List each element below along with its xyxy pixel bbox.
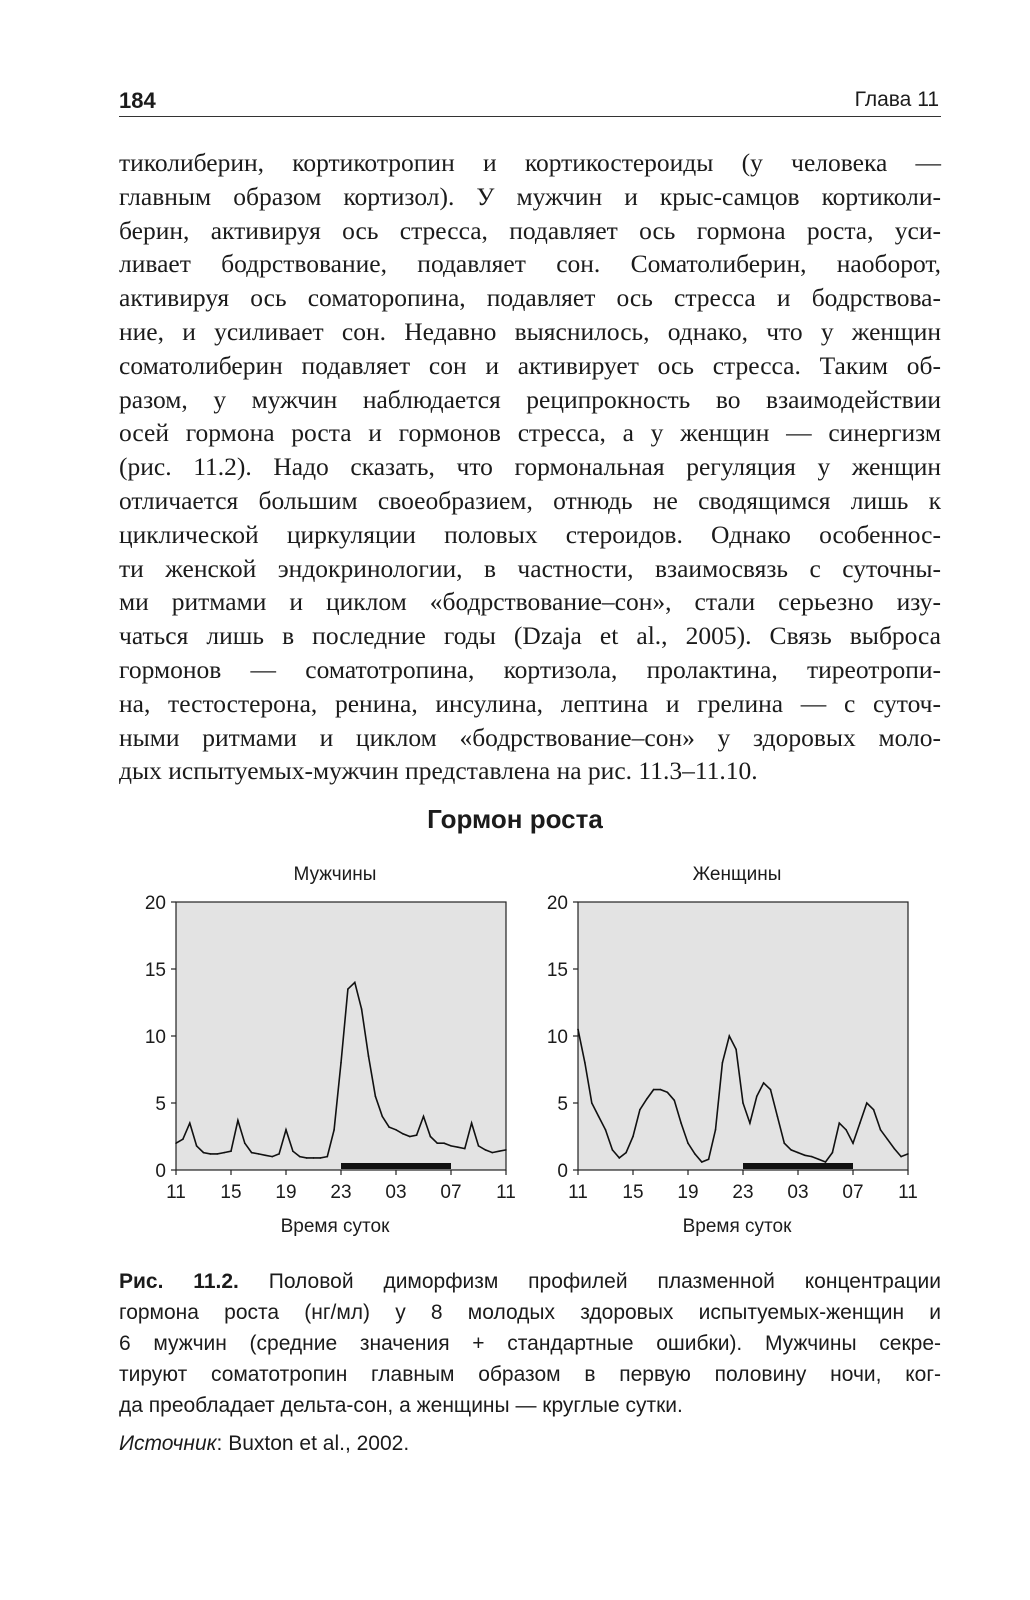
data-point bbox=[347, 988, 349, 990]
x-tick-label: 03 bbox=[385, 1182, 407, 1203]
data-point bbox=[375, 1096, 377, 1098]
body-line: ными ритмами и циклом «бодрствование–сон» у здоровых моло- bbox=[119, 722, 941, 752]
data-point bbox=[646, 1098, 648, 1100]
data-point bbox=[859, 1122, 861, 1124]
figure-title: Гормон роста bbox=[427, 804, 603, 834]
caption-text: Половой диморфизм профилей плазменной концентрации bbox=[268, 1270, 941, 1293]
data-point bbox=[333, 1129, 335, 1131]
data-point bbox=[278, 1153, 280, 1155]
body-line: дых испытуемых-мужчин представлена на рис. 11.3–11.10. bbox=[119, 756, 758, 786]
figure-number: Рис. 11.2. bbox=[119, 1270, 239, 1293]
data-point bbox=[667, 1091, 669, 1093]
y-tick-label: 20 bbox=[144, 893, 166, 914]
data-point bbox=[818, 1158, 820, 1160]
data-point bbox=[907, 1153, 909, 1155]
data-point bbox=[756, 1096, 758, 1098]
data-point bbox=[299, 1156, 301, 1158]
x-tick-label: 03 bbox=[787, 1182, 809, 1203]
body-line: осей гормона роста и гормонов стресса, а у женщин — синергизм bbox=[119, 418, 941, 448]
data-point bbox=[680, 1122, 682, 1124]
data-point bbox=[584, 1062, 586, 1064]
data-point bbox=[402, 1133, 404, 1135]
source-label: Источник bbox=[119, 1432, 217, 1455]
source-text: : Buxton et al., 2002. bbox=[216, 1432, 410, 1455]
data-point bbox=[464, 1148, 466, 1150]
body-line: циклической циркуляции половых стероидов. Однако особеннос- bbox=[119, 519, 941, 549]
x-tick-label: 11 bbox=[166, 1182, 186, 1203]
data-point bbox=[598, 1116, 600, 1118]
data-point bbox=[694, 1153, 696, 1155]
data-point bbox=[900, 1156, 902, 1158]
data-point bbox=[230, 1150, 232, 1152]
data-point bbox=[354, 982, 356, 984]
running-header bbox=[119, 88, 941, 117]
caption-line: гормона роста (нг/мл) у 8 молодых здоровых испытуемых-женщин и bbox=[119, 1301, 941, 1324]
data-point bbox=[388, 1126, 390, 1128]
data-point bbox=[203, 1152, 205, 1154]
body-line: тиколиберин, кортикотропин и кортикостероиды (у человека — bbox=[119, 148, 941, 177]
panel-title: Мужчины bbox=[293, 864, 377, 885]
data-point bbox=[326, 1156, 328, 1158]
data-point bbox=[618, 1157, 620, 1159]
body-line: активируя ось соматоропина, подавляет ось стресса и бодрствова- bbox=[119, 283, 941, 313]
data-point bbox=[485, 1149, 487, 1151]
data-point bbox=[825, 1161, 827, 1163]
data-point bbox=[790, 1149, 792, 1151]
data-point bbox=[457, 1146, 459, 1148]
data-point bbox=[777, 1116, 779, 1118]
sleep-bar bbox=[341, 1163, 451, 1169]
data-point bbox=[660, 1089, 662, 1091]
y-tick-label: 5 bbox=[557, 1094, 568, 1115]
data-point bbox=[887, 1138, 889, 1140]
data-point bbox=[687, 1142, 689, 1144]
data-point bbox=[577, 1029, 579, 1031]
data-point bbox=[797, 1152, 799, 1154]
data-point bbox=[471, 1122, 473, 1124]
x-tick-label: 11 bbox=[496, 1182, 516, 1203]
data-point bbox=[196, 1145, 198, 1147]
data-point bbox=[423, 1116, 425, 1118]
data-point bbox=[491, 1152, 493, 1154]
data-point bbox=[175, 1142, 177, 1144]
data-point bbox=[368, 1055, 370, 1057]
y-tick-label: 10 bbox=[546, 1027, 568, 1048]
data-point bbox=[866, 1102, 868, 1104]
data-point bbox=[265, 1154, 267, 1156]
body-line: соматолиберин подавляет сон и активирует ось стресса. Таким об- bbox=[119, 350, 941, 380]
data-point bbox=[436, 1142, 438, 1144]
body-paragraph bbox=[119, 146, 941, 788]
data-point bbox=[880, 1129, 882, 1131]
data-point bbox=[306, 1157, 308, 1159]
y-tick-label: 5 bbox=[155, 1094, 166, 1115]
x-tick-label: 23 bbox=[330, 1182, 352, 1203]
data-point bbox=[189, 1122, 191, 1124]
body-line: отличается большим своеобразием, отнюдь не сводящимся лишь к bbox=[119, 485, 941, 515]
caption-line: тируют соматотропин главным образом в первую половину ночи, ког- bbox=[119, 1363, 941, 1386]
plot-area bbox=[578, 902, 908, 1170]
data-point bbox=[237, 1120, 239, 1122]
data-point bbox=[223, 1152, 225, 1154]
panel-title: Женщины bbox=[692, 864, 782, 885]
plot-area bbox=[176, 902, 506, 1170]
body-line: ние, и усиливает сон. Недавно выяснилось, однако, что у женщин bbox=[119, 316, 941, 346]
body-line: на, тестостерона, ренина, инсулина, лептина и грелина — с суточ- bbox=[119, 688, 941, 718]
data-point bbox=[873, 1109, 875, 1111]
data-point bbox=[381, 1116, 383, 1118]
data-point bbox=[639, 1109, 641, 1111]
x-tick-label: 19 bbox=[275, 1182, 297, 1203]
data-point bbox=[701, 1161, 703, 1163]
data-point bbox=[770, 1089, 772, 1091]
data-point bbox=[893, 1148, 895, 1150]
y-tick-label: 20 bbox=[546, 893, 568, 914]
y-tick-label: 10 bbox=[144, 1027, 166, 1048]
body-line: главным образом кортизол). У мужчин и крыс-самцов кортиколи- bbox=[119, 181, 941, 211]
data-point bbox=[340, 1062, 342, 1064]
data-point bbox=[605, 1129, 607, 1131]
data-point bbox=[216, 1153, 218, 1155]
growth-hormone-figure bbox=[0, 850, 1030, 1250]
figure-source bbox=[119, 1432, 409, 1456]
data-point bbox=[783, 1142, 785, 1144]
data-point bbox=[182, 1138, 184, 1140]
caption-line bbox=[119, 1266, 941, 1297]
body-line: берин, активируя ось стресса, подавляет ось гормона роста, уси- bbox=[119, 215, 941, 245]
x-axis-label: Время суток bbox=[280, 1216, 390, 1237]
data-point bbox=[395, 1129, 397, 1131]
data-point bbox=[258, 1153, 260, 1155]
data-point bbox=[845, 1129, 847, 1131]
page-number: 184 bbox=[119, 88, 156, 113]
data-point bbox=[271, 1156, 273, 1158]
data-point bbox=[832, 1152, 834, 1154]
data-point bbox=[361, 1008, 363, 1010]
data-point bbox=[728, 1035, 730, 1037]
caption-line: 6 мужчин (средние значения + стандартные ошибки). Мужчины секре- bbox=[119, 1332, 941, 1355]
data-point bbox=[450, 1145, 452, 1147]
data-point bbox=[625, 1152, 627, 1154]
x-tick-label: 07 bbox=[440, 1182, 462, 1203]
chapter-label: Глава 11 bbox=[854, 88, 939, 111]
data-point bbox=[653, 1089, 655, 1091]
data-point bbox=[498, 1150, 500, 1152]
figure-caption bbox=[119, 1266, 941, 1421]
body-line: ми ритмами и циклом «бодрствование–сон», стали серьезно изу- bbox=[119, 587, 941, 617]
x-tick-label: 15 bbox=[622, 1182, 644, 1203]
data-point bbox=[430, 1136, 432, 1138]
data-point bbox=[838, 1122, 840, 1124]
data-point bbox=[708, 1158, 710, 1160]
data-point bbox=[612, 1149, 614, 1151]
x-tick-label: 15 bbox=[220, 1182, 242, 1203]
data-point bbox=[292, 1150, 294, 1152]
y-tick-label: 15 bbox=[144, 960, 166, 981]
x-tick-label: 11 bbox=[568, 1182, 588, 1203]
data-point bbox=[715, 1129, 717, 1131]
body-line: ливает бодрствование, подавляет сон. Соматолиберин, наоборот, bbox=[119, 249, 941, 279]
data-point bbox=[763, 1082, 765, 1084]
x-tick-label: 07 bbox=[842, 1182, 864, 1203]
data-point bbox=[244, 1142, 246, 1144]
data-point bbox=[210, 1153, 212, 1155]
data-point bbox=[505, 1149, 507, 1151]
chart-panel bbox=[547, 864, 918, 1237]
data-point bbox=[852, 1142, 854, 1144]
sleep-bar bbox=[743, 1163, 853, 1169]
data-point bbox=[313, 1157, 315, 1159]
data-point bbox=[320, 1157, 322, 1159]
data-point bbox=[478, 1145, 480, 1147]
data-point bbox=[591, 1102, 593, 1104]
data-point bbox=[409, 1136, 411, 1138]
data-point bbox=[742, 1102, 744, 1104]
data-point bbox=[443, 1142, 445, 1144]
data-point bbox=[251, 1152, 253, 1154]
x-axis-label: Время суток bbox=[682, 1216, 792, 1237]
data-point bbox=[285, 1129, 287, 1131]
body-line: гормонов — соматотропина, кортизола, пролактина, тиреотропи- bbox=[119, 654, 941, 684]
y-tick-label: 15 bbox=[546, 960, 568, 981]
x-tick-label: 19 bbox=[677, 1182, 699, 1203]
data-point bbox=[416, 1134, 418, 1136]
data-point bbox=[722, 1062, 724, 1064]
data-point bbox=[811, 1156, 813, 1158]
data-point bbox=[749, 1122, 751, 1124]
x-tick-label: 11 bbox=[898, 1182, 918, 1203]
caption-line: да преобладает дельта-сон, а женщины — круглые сутки. bbox=[119, 1394, 683, 1417]
data-point bbox=[735, 1049, 737, 1051]
data-point bbox=[632, 1136, 634, 1138]
body-line: разом, у мужчин наблюдается реципрокность во взаимодействии bbox=[119, 384, 941, 414]
chart-panel bbox=[145, 864, 516, 1237]
data-point bbox=[673, 1100, 675, 1102]
y-tick-label: 0 bbox=[155, 1161, 166, 1182]
data-point bbox=[804, 1154, 806, 1156]
x-tick-label: 23 bbox=[732, 1182, 754, 1203]
body-line: ти женской эндокринологии, в частности, взаимосвязь с суточны- bbox=[119, 553, 941, 583]
y-tick-label: 0 bbox=[557, 1161, 568, 1182]
body-line: чаться лишь в последние годы (Dzaja et al., 2005). Связь выброса bbox=[119, 621, 941, 651]
body-line: (рис. 11.2). Надо сказать, что гормональная регуляция у женщин bbox=[119, 452, 941, 482]
